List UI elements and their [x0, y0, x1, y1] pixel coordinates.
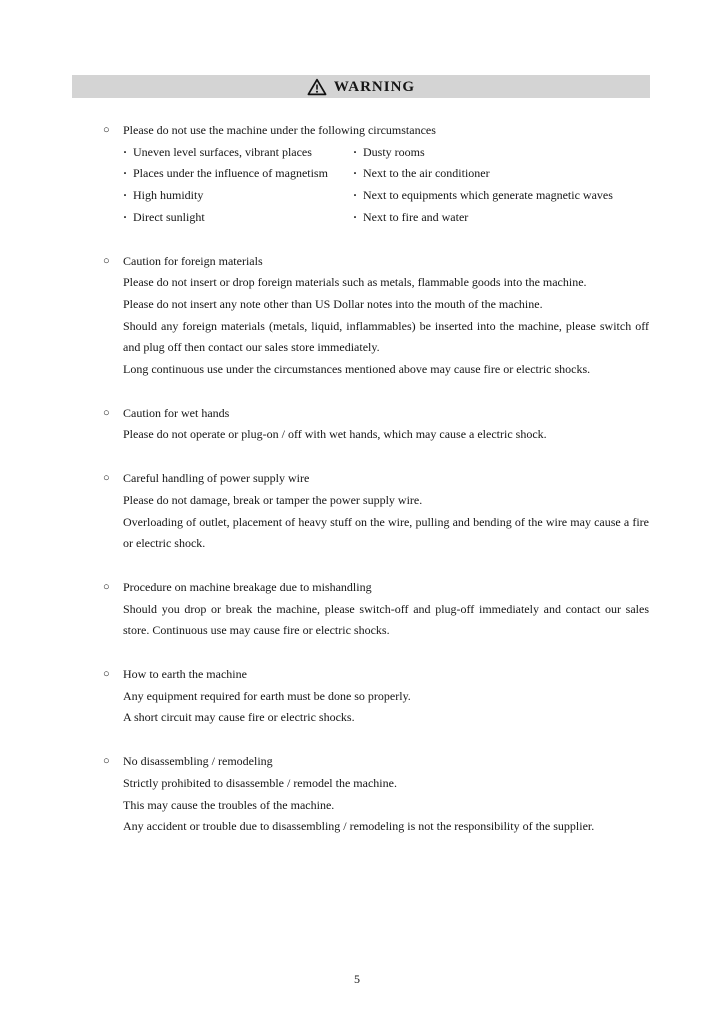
section-title: Caution for foreign materials	[123, 253, 263, 268]
section-body	[103, 490, 649, 555]
bullet-text: Direct sunlight	[133, 209, 205, 224]
section-title: How to earth the machine	[123, 667, 247, 682]
bullet-item	[353, 207, 649, 229]
warning-section	[103, 577, 649, 642]
warning-section	[103, 751, 649, 838]
warning-banner	[72, 75, 650, 98]
section-title: Careful handling of power supply wire	[123, 471, 310, 486]
section-paragraph: Please do not damage, break or tamper the power supply wire.	[123, 492, 423, 507]
section-title: Procedure on machine breakage due to mishandling	[123, 579, 372, 594]
bullet-item	[123, 163, 353, 185]
bullet-text: Uneven level surfaces, vibrant places	[133, 144, 312, 159]
section-heading	[103, 403, 649, 425]
dot-bullet-icon: ·	[353, 188, 358, 203]
section-paragraph: Any equipment required for earth must be done so properly.	[123, 688, 411, 703]
section-body	[103, 686, 649, 729]
bullet-text: High humidity	[133, 188, 204, 203]
page-number: 5	[354, 972, 360, 986]
section-paragraph: Strictly prohibited to disassemble / remodel the machine.	[123, 775, 397, 790]
circle-marker-icon: ○	[103, 472, 110, 485]
bullet-item	[123, 185, 353, 207]
dot-bullet-icon: ·	[123, 166, 128, 181]
section-body	[103, 424, 649, 446]
circle-marker-icon: ○	[103, 124, 110, 136]
bullet-item	[123, 207, 353, 229]
bullet-column-left	[123, 142, 353, 229]
circle-marker-icon: ○	[103, 580, 110, 593]
warning-section	[103, 664, 649, 729]
section-paragraph: Please do not operate or plug-on / off with wet hands, which may cause a electric shock.	[123, 427, 547, 442]
warning-triangle-icon	[307, 78, 327, 96]
section-heading	[103, 664, 649, 686]
warning-section	[103, 120, 649, 229]
section-paragraph: Should any foreign materials (metals, liquid, inflammables) be inserted into the machine, please switch off and plug off then contact our sales store immediately.	[123, 318, 649, 355]
section-title: Caution for wet hands	[123, 405, 230, 420]
section-heading	[103, 251, 649, 273]
section-paragraph: A short circuit may cause fire or electric shocks.	[123, 710, 355, 725]
bullet-item	[123, 142, 353, 164]
bullet-text: Places under the influence of magnetism	[133, 166, 328, 181]
dot-bullet-icon: ·	[353, 144, 358, 159]
bullet-item	[353, 163, 649, 185]
section-heading	[103, 751, 649, 773]
circle-marker-icon: ○	[103, 406, 110, 419]
warning-sections	[103, 120, 649, 838]
bullet-text: Next to fire and water	[363, 209, 469, 224]
section-title: No disassembling / remodeling	[123, 754, 273, 769]
bullet-column-right	[353, 142, 649, 229]
section-title: Please do not use the machine under the following circumstances	[123, 123, 436, 137]
warning-section	[103, 403, 649, 446]
section-body	[103, 272, 649, 381]
bullet-text: Next to the air conditioner	[363, 166, 490, 181]
section-paragraph: Overloading of outlet, placement of heavy stuff on the wire, pulling and bending of the wire may cause a fire or electric shock.	[123, 514, 649, 551]
dot-bullet-icon: ·	[123, 188, 128, 203]
section-heading	[103, 577, 649, 599]
section-paragraph: Please do not insert or drop foreign materials such as metals, flammable goods into the machine.	[123, 275, 587, 290]
section-paragraph: Please do not insert any note other than US Dollar notes into the mouth of the machine.	[123, 296, 543, 311]
section-body	[103, 142, 649, 229]
dot-bullet-icon: ·	[123, 209, 128, 224]
section-paragraph: Long continuous use under the circumstances mentioned above may cause fire or electric shocks.	[123, 362, 591, 377]
warning-section	[103, 468, 649, 555]
section-heading	[103, 120, 649, 142]
section-paragraph: This may cause the troubles of the machine.	[123, 797, 335, 812]
dot-bullet-icon: ·	[123, 144, 128, 159]
section-body	[103, 773, 649, 838]
bullet-text: Next to equipments which generate magnetic waves	[363, 188, 613, 203]
circle-marker-icon: ○	[103, 668, 110, 681]
warning-section	[103, 251, 649, 381]
section-paragraph: Any accident or trouble due to disassembling / remodeling is not the responsibility of the supplier.	[123, 819, 595, 834]
bullet-columns	[123, 142, 649, 229]
bullet-item	[353, 185, 649, 207]
section-body	[103, 599, 649, 642]
circle-marker-icon: ○	[103, 755, 110, 768]
section-heading	[103, 468, 649, 490]
dot-bullet-icon: ·	[353, 209, 358, 224]
dot-bullet-icon: ·	[353, 166, 358, 181]
bullet-item	[353, 142, 649, 164]
warning-banner-title: WARNING	[333, 78, 416, 95]
section-paragraph: Should you drop or break the machine, please switch-off and plug-off immediately and contact our sales store. Continuous use may cause fire or electric shocks.	[123, 601, 649, 638]
bullet-text: Dusty rooms	[363, 144, 425, 159]
circle-marker-icon: ○	[103, 254, 110, 267]
